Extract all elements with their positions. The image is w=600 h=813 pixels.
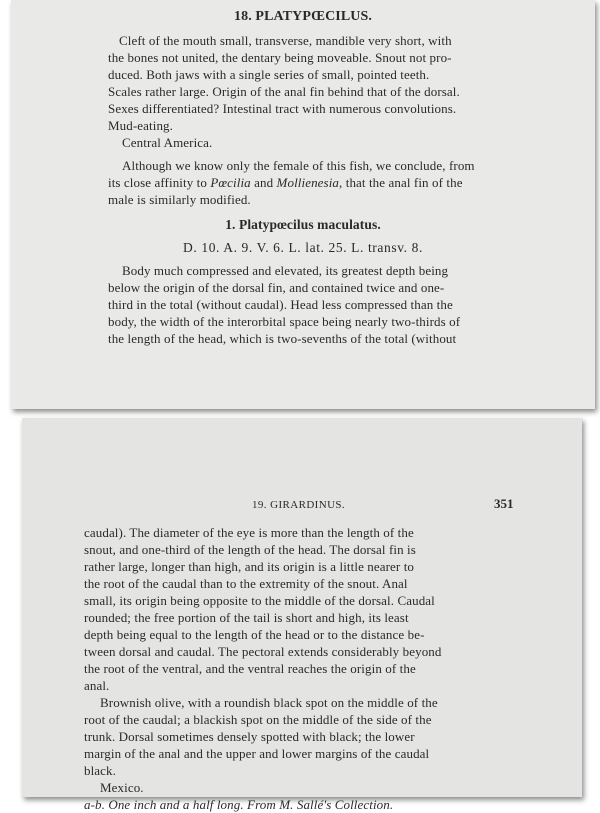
colour-description-line: black. (84, 763, 117, 778)
continuation-line: the root of the ventral, and the ventral reaches the origin of the (84, 661, 416, 676)
page-number: 351 (494, 496, 514, 511)
locality-text: Mexico. (100, 780, 144, 795)
description-line: duced. Both jaws with a single series of small, pointed teeth. (108, 67, 430, 82)
description-line: Scales rather large. Origin of the anal fin behind that of the dorsal. (108, 84, 460, 99)
species-description-line: third in the total (without caudal). Head less compressed than the (108, 297, 453, 312)
species-description-line: below the origin of the dorsal fin, and contained twice and one- (108, 280, 445, 295)
genus-heading: 18. PLATYPŒCILUS. (234, 9, 372, 24)
species-heading: 1. Platypœcilus maculatus. (225, 217, 381, 232)
genus-name-italic: Pœcilia (210, 175, 251, 190)
colour-description-line: Brownish olive, with a roundish black spot on the middle of the (100, 695, 438, 710)
colour-description-line: margin of the anal and the upper and lower margins of the caudal (84, 746, 430, 761)
scanned-page-bottom (22, 418, 582, 812)
remark-line: male is similarly modified. (108, 192, 251, 207)
continuation-line: tween dorsal and caudal. The pectoral extends considerably beyond (84, 644, 442, 659)
species-description-line: Body much compressed and elevated, its greatest depth being (122, 263, 449, 278)
description-line: Cleft of the mouth small, transverse, mandible very short, with (119, 33, 452, 48)
distribution-text: Central America. (122, 135, 213, 150)
fin-formula: D. 10. A. 9. V. 6. L. lat. 25. L. transv. 8. (183, 240, 423, 255)
species-description-line: body, the width of the interorbital space being nearly two-thirds of (108, 314, 461, 329)
colour-description-line: root of the caudal; a blackish spot on the middle of the side of the (84, 712, 432, 727)
remark-line: its close affinity to Pœcilia and Mollienesia, that the anal fin of the (108, 175, 463, 190)
continuation-line: small, its origin being opposite to the middle of the dorsal. Caudal (84, 593, 435, 608)
description-line: Mud-eating. (108, 118, 174, 133)
continuation-line: anal. (84, 678, 110, 693)
species-description-line: the length of the head, which is two-sevenths of the total (without (108, 331, 457, 346)
continuation-line: rounded; the free portion of the tail is short and high, its least (84, 610, 409, 625)
continuation-line: snout, and one-third of the length of the head. The dorsal fin is (84, 542, 416, 557)
running-head: 19. GIRARDINUS. (252, 499, 346, 511)
continuation-line: caudal). The diameter of the eye is more than the length of the (84, 525, 414, 540)
scanned-page-top (11, 0, 595, 409)
specimen-text: a-b. One inch and a half long. From M. Sallé's Collection. (84, 797, 394, 812)
description-line: Sexes differentiated? Intestinal tract with numerous convolutions. (108, 101, 457, 116)
continuation-line: the root of the caudal than to the extremity of the snout. Anal (84, 576, 408, 591)
remark-line: Although we know only the female of this fish, we conclude, from (122, 158, 475, 173)
genus-name-italic: Mollienesia (276, 175, 340, 190)
colour-description-line: trunk. Dorsal sometimes densely spotted with black; the lower (84, 729, 415, 744)
description-line: the bones not united, the dentary being moveable. Snout not pro- (108, 50, 452, 65)
continuation-line: rather large, longer than high, and its origin is a little nearer to (84, 559, 415, 574)
continuation-line: depth being equal to the length of the head or to the distance be- (84, 627, 425, 642)
